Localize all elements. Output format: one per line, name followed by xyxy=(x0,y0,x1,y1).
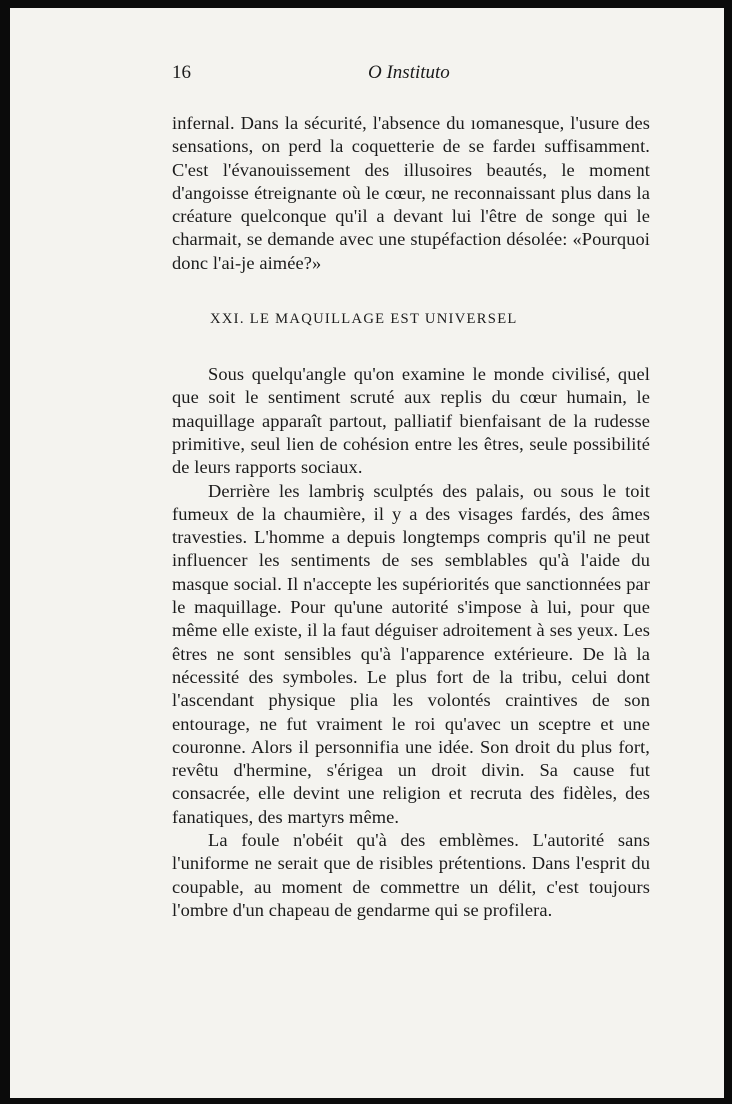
page-content xyxy=(172,62,650,922)
journal-title: O Instituto xyxy=(368,62,450,83)
continuation-paragraph: infernal. Dans la sécurité, l'absence du ıomanesque, l'usure des sensations, on perd la coquetterie de se fardeı suffisamment. C'est l'évanouissement des illusoires beautés, le moment d'angoisse étreignante où le cœur, ne reconnaissant plus dans la créature quelconque qu'il a devant lui l'être de songe qui le charmait, se demande avec une stupéfaction désolée: «Pourquoi donc l'ai-je aimée?» xyxy=(172,113,650,273)
book-page xyxy=(10,8,724,1098)
paragraph-3: La foule n'obéit qu'à des emblèmes. L'autorité sans l'uniforme ne serait que de risibles prétentions. Dans l'esprit du coupable, au moment de commettre un délit, c'est toujours l'ombre d'un chapeau de gendarme qui se profilera. xyxy=(172,830,650,920)
section-heading: XXI. LE MAQUILLAGE EST UNIVERSEL xyxy=(210,311,518,328)
paragraph-2: Derrière les lambriş sculptés des palais, ou sous le toit fumeux de la chaumière, il y a des visages fardés, des âmes travesties. L'homme a depuis longtemps compris qu'il ne peut influencer les sentiments de ses semblables qu'à l'aide du masque social. Il n'accepte les supériorités que sanctionnées par le maquillage. Pour qu'une autorité s'impose à lui, pour que même elle existe, il la faut déguiser adroitement à ses yeux. Les êtres ne sont sensibles qu'à l'apparence extérieure. De là la nécessité des symboles. Le plus fort de la tribu, celui dont l'ascendant physique plia les volontés craintives de son entourage, ne fut vraiment le roi qu'avec un sceptre et une couronne. Alors il personnifia une idée. Son droit du plus fort, revêtu d'hermine, s'érigea un droit divin. Sa cause fut consacrée, elle devint une religion et recruta des fidèles, des fanatiques, des martyrs même. xyxy=(172,480,650,827)
paragraph-1: Sous quelqu'angle qu'on examine le monde civilisé, quel que soit le sentiment scruté aux replis du cœur humain, le maquillage apparaît partout, palliatif bienfaisant de la rudesse primitive, seul lien de cohésion entre les êtres, seule possibilité de leurs rapports sociaux. xyxy=(172,364,650,478)
page-number: 16 xyxy=(172,62,191,83)
running-head xyxy=(172,62,650,88)
